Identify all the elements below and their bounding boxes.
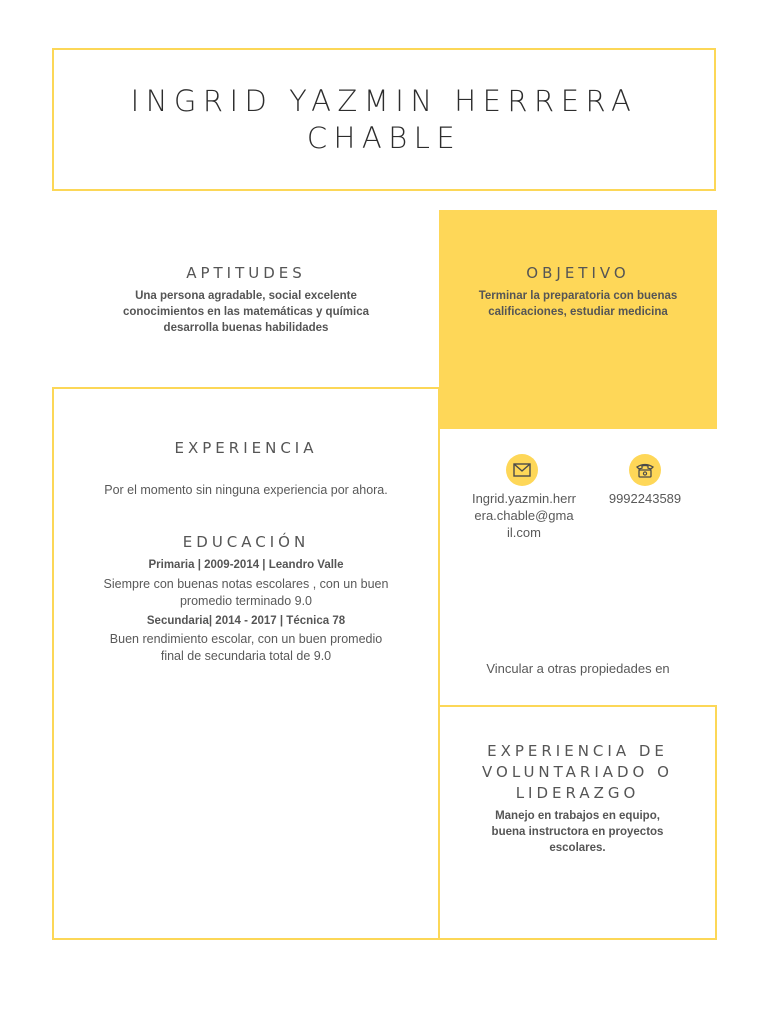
voluntariado-line: escolares. <box>549 842 606 854</box>
primaria-desc-line: Siempre con buenas notas escolares , con un buen <box>103 577 389 591</box>
primaria-title: Primaria | 2009-2014 | Leandro Valle <box>148 559 344 571</box>
secundaria-desc <box>52 631 440 665</box>
envelope-icon <box>506 454 538 486</box>
objetivo-heading: OBJETIVO <box>526 264 630 282</box>
aptitudes-line: Una persona agradable, social excelente <box>135 290 357 302</box>
name-line-2: CHABLE <box>306 120 462 155</box>
primaria-desc <box>52 576 440 610</box>
email-text <box>462 490 586 541</box>
aptitudes-line: desarrolla buenas habilidades <box>163 322 329 334</box>
telephone-icon <box>629 454 661 486</box>
link-text[interactable] <box>439 660 717 682</box>
educacion-heading: EDUCACIÓN <box>182 533 310 551</box>
secundaria-desc-line: final de secundaria total de 9.0 <box>160 649 332 663</box>
secundaria-title: Secundaria| 2014 - 2017 | Técnica 78 <box>146 615 346 627</box>
email-line: il.com <box>507 525 541 540</box>
objetivo-line: calificaciones, estudiar medicina <box>488 306 668 318</box>
voluntariado-heading <box>438 741 717 804</box>
secundaria-desc-line: Buen rendimiento escolar, con un buen promedio <box>109 632 383 646</box>
link-text-overflow <box>439 677 717 682</box>
name-line-1: INGRID YAZMIN HERRERA <box>130 83 638 118</box>
phone-text: 9992243589 <box>608 491 682 506</box>
aptitudes-line: conocimientos en las matemáticas y química <box>122 306 370 318</box>
voluntariado-heading-line: LIDERAZGO <box>515 784 640 802</box>
aptitudes-heading: APTITUDES <box>186 264 306 282</box>
voluntariado-heading-line: EXPERIENCIA DE <box>487 742 668 760</box>
experiencia-text: Por el momento sin ninguna experiencia por ahora. <box>104 483 388 497</box>
objetivo-line: Terminar la preparatoria con buenas <box>478 290 678 302</box>
voluntariado-line: buena instructora en proyectos <box>491 826 664 838</box>
aptitudes-text <box>52 288 440 336</box>
objetivo-text <box>439 288 717 320</box>
voluntariado-text <box>438 808 717 856</box>
link-text-container <box>439 660 717 682</box>
email-line: era.chable@gma <box>474 508 574 523</box>
email-line: Ingrid.yazmin.herr <box>471 491 577 506</box>
experiencia-heading: EXPERIENCIA <box>174 439 318 457</box>
primaria-desc-line: promedio terminado 9.0 <box>179 594 313 608</box>
voluntariado-line: Manejo en trabajos en equipo, <box>495 810 660 822</box>
name-header <box>52 48 716 191</box>
link-text-line: Vincular a otras propiedades en <box>486 661 670 676</box>
voluntariado-heading-line: VOLUNTARIADO O <box>482 763 673 781</box>
